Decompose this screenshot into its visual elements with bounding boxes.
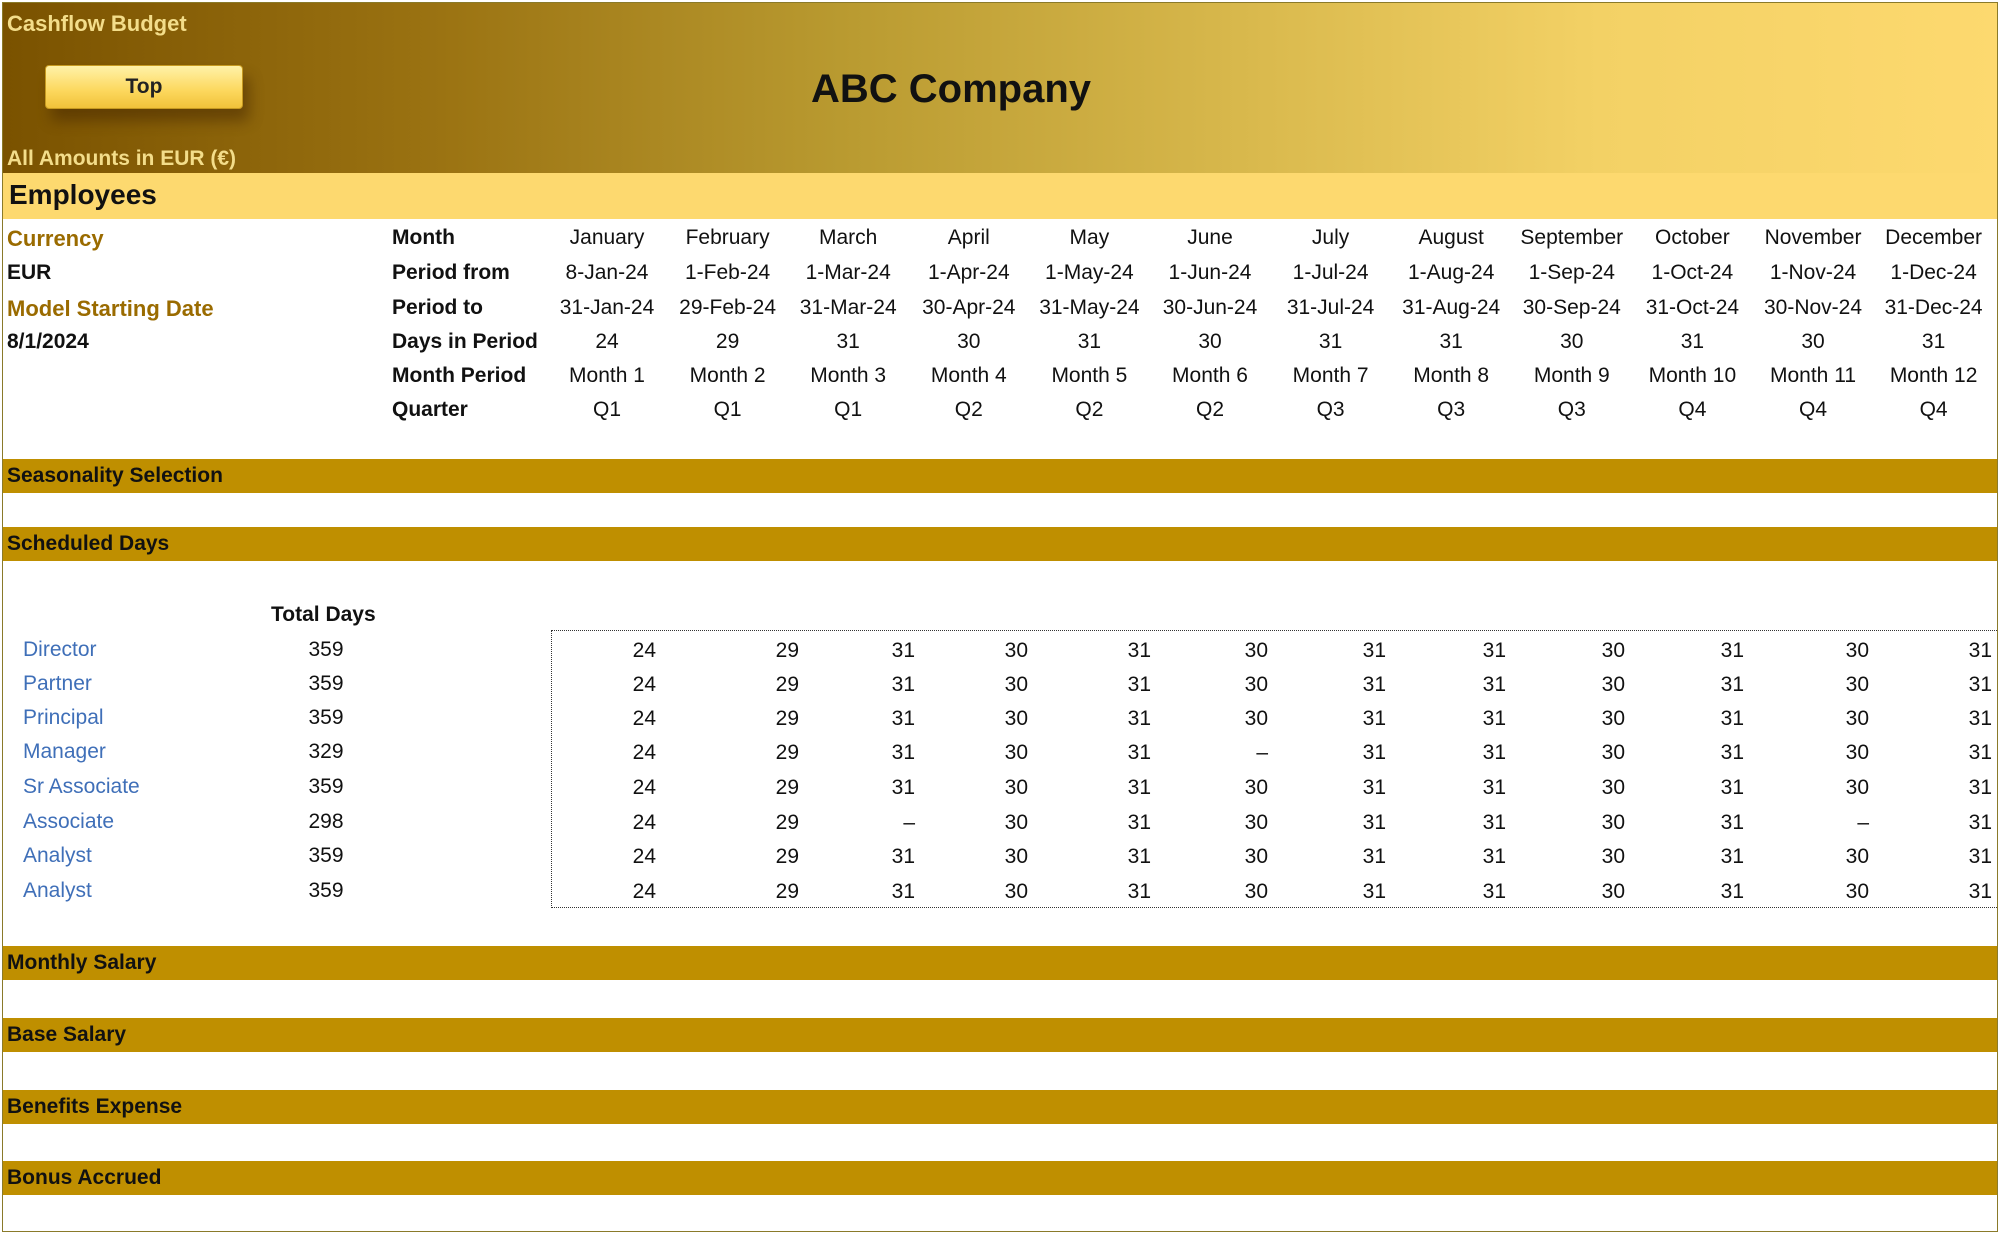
scheduled-day-cell[interactable]: 24 [632,673,656,696]
period-to-cell: 31-Aug-24 [1402,296,1501,319]
scheduled-day-cell[interactable]: 31 [1968,741,1992,764]
section-band-base-salary [3,1018,1997,1052]
scheduled-day-cell[interactable]: 31 [1720,880,1744,903]
scheduled-day-cell[interactable]: 30 [1004,639,1028,662]
scheduled-day-cell[interactable]: 24 [632,639,656,662]
scheduled-day-cell[interactable]: 30 [1004,707,1028,730]
scheduled-day-cell[interactable]: 30 [1244,673,1268,696]
days-in-period-cell: 30 [1560,330,1584,353]
scheduled-day-cell[interactable]: 29 [775,880,799,903]
scheduled-day-cell[interactable]: 30 [1845,776,1869,799]
scheduled-day-cell[interactable]: 31 [1362,707,1386,730]
spreadsheet [2,2,1998,1232]
period-from-cell: 1-Dec-24 [1890,261,1977,284]
scheduled-day-cell[interactable]: 29 [775,811,799,834]
days-in-period-cell: 31 [836,330,860,353]
section-title: Employees [9,179,157,210]
scheduled-day-cell[interactable]: 29 [775,673,799,696]
row-label-period-to: Period to [392,296,484,319]
scheduled-day-cell[interactable]: 30 [1601,845,1625,868]
scheduled-day-cell[interactable]: 31 [891,776,915,799]
scheduled-day-cell[interactable]: 29 [775,776,799,799]
scheduled-day-cell[interactable]: 30 [1004,880,1028,903]
month-header: January [569,226,645,249]
period-to-cell: 30-Apr-24 [922,296,1016,319]
scheduled-day-cell[interactable]: 30 [1601,707,1625,730]
employee-name[interactable]: Partner [23,672,92,695]
period-from-cell: 1-Sep-24 [1528,261,1615,284]
scheduled-day-cell[interactable]: 30 [1845,741,1869,764]
period-to-cell: 30-Jun-24 [1162,296,1258,319]
period-from-cell: 1-Feb-24 [684,261,771,284]
scheduled-day-cell[interactable]: 31 [1482,639,1506,662]
row-label-period-from: Period from [392,261,510,284]
section-band-seasonality [3,459,1997,493]
scheduled-day-cell[interactable]: 31 [1720,845,1744,868]
scheduled-day-cell[interactable]: 30 [1601,639,1625,662]
employee-total-days: 359 [308,879,344,902]
scheduled-day-cell[interactable]: 30 [1244,776,1268,799]
days-in-period-cell: 30 [957,330,981,353]
section-label: Monthly Salary [7,951,157,974]
scheduled-day-cell[interactable]: 31 [1720,776,1744,799]
scheduled-day-cell[interactable]: 30 [1004,811,1028,834]
days-in-period-cell: 31 [1680,330,1705,353]
period-to-cell: 31-Jan-24 [559,296,655,319]
scheduled-day-cell[interactable]: 31 [1482,811,1506,834]
month-period-cell: Month 7 [1292,364,1369,387]
quarter-cell: Q2 [1075,398,1104,421]
scheduled-day-cell[interactable]: 31 [1720,811,1744,834]
period-to-cell: 31-May-24 [1039,296,1140,319]
month-period-cell: Month 4 [930,364,1007,387]
scheduled-day-cell[interactable]: 30 [1601,741,1625,764]
scheduled-day-cell[interactable]: 31 [1362,845,1386,868]
scheduled-day-cell[interactable]: 30 [1004,741,1028,764]
quarter-cell: Q2 [954,398,983,421]
month-header: September [1520,226,1624,249]
scheduled-day-cell[interactable]: 30 [1244,639,1268,662]
quarter-cell: Q1 [713,398,742,421]
scheduled-day-cell[interactable]: 31 [1482,880,1506,903]
period-to-cell: 30-Nov-24 [1763,296,1863,319]
month-period-cell: Month 2 [689,364,766,387]
days-in-period-cell: 31 [1439,330,1463,353]
month-header: December [1885,226,1983,249]
section-label: Bonus Accrued [7,1166,162,1189]
month-header: March [819,226,878,249]
scheduled-day-cell[interactable]: 30 [1845,880,1869,903]
scheduled-day-cell[interactable]: 31 [1968,880,1992,903]
quarter-cell: Q4 [1678,398,1707,421]
month-period-cell: Month 10 [1648,364,1737,387]
month-period-cell: Month 9 [1533,364,1610,387]
row-label-quarter: Quarter [392,398,468,421]
period-from-cell: 1-Jul-24 [1292,261,1369,284]
period-to-cell: 31-Oct-24 [1645,296,1740,319]
currency-label: Currency [7,226,104,251]
header-banner [3,3,1997,173]
month-period-cell: Month 11 [1770,364,1856,387]
scheduled-day-cell[interactable]: 24 [632,880,656,903]
scheduled-day-cell[interactable]: 31 [1968,811,1992,834]
month-period-cell: Month 1 [569,364,645,387]
scheduled-day-cell[interactable]: 31 [1482,707,1506,730]
scheduled-day-cell[interactable]: 31 [1968,776,1992,799]
employee-total-days: 359 [308,775,344,798]
model-start-value[interactable]: 8/1/2024 [7,330,89,353]
scheduled-day-cell[interactable]: 24 [632,811,656,834]
scheduled-day-cell[interactable]: 30 [1244,811,1268,834]
section-label: Base Salary [7,1023,127,1046]
quarter-cell: Q1 [834,398,863,421]
scheduled-day-cell[interactable]: 31 [1127,880,1151,903]
quarter-cell: Q3 [1557,398,1586,421]
quarter-cell: Q1 [592,398,621,421]
scheduled-day-cell[interactable]: 31 [1127,673,1151,696]
scheduled-day-cell[interactable]: 31 [1968,639,1992,662]
days-in-period-cell: 31 [1077,330,1102,353]
month-period-cell: Month 5 [1051,364,1128,387]
scheduled-days-grid [551,630,1998,908]
month-header: August [1418,226,1484,249]
scheduled-day-cell[interactable]: 31 [1968,673,1992,696]
model-start-label: Model Starting Date [7,296,214,321]
employee-total-days: 359 [308,844,344,867]
employee-name[interactable]: Analyst [23,879,92,902]
scheduled-day-cell[interactable]: 31 [1968,707,1992,730]
app-title: Cashflow Budget [7,11,187,36]
scheduled-day-cell[interactable]: 31 [1482,845,1506,868]
month-header: June [1187,226,1233,249]
scheduled-day-cell[interactable]: 31 [1127,707,1151,730]
scheduled-day-cell[interactable]: – [1256,741,1268,764]
scheduled-day-cell[interactable]: 30 [1601,880,1625,903]
employee-total-days: 359 [308,638,344,661]
scheduled-day-cell[interactable]: 31 [891,741,915,764]
scheduled-day-cell[interactable]: 31 [1720,741,1744,764]
period-to-cell: 30-Sep-24 [1522,296,1621,319]
scheduled-day-cell[interactable]: 31 [1127,741,1151,764]
scheduled-day-cell[interactable]: 30 [1004,673,1028,696]
period-to-cell: 31-Jul-24 [1286,296,1375,319]
scheduled-day-cell[interactable]: 31 [1720,673,1744,696]
month-header: July [1311,226,1350,249]
period-from-cell: 1-Oct-24 [1651,261,1734,284]
section-header-employees [3,173,1997,219]
section-label: Benefits Expense [7,1095,183,1118]
employee-name[interactable]: Associate [23,810,115,833]
scheduled-day-cell[interactable]: 31 [1127,811,1151,834]
scheduled-day-cell[interactable]: 29 [775,845,799,868]
quarter-cell: Q4 [1798,398,1827,421]
scheduled-day-cell[interactable]: 31 [1968,845,1992,868]
scheduled-day-cell[interactable]: 30 [1601,811,1625,834]
top-button[interactable]: Top [45,65,243,109]
days-in-period-cell: 30 [1198,330,1222,353]
scheduled-day-cell[interactable]: 31 [1127,639,1151,662]
row-label-month-period: Month Period [392,364,527,387]
scheduled-day-cell[interactable]: 31 [891,880,915,903]
scheduled-day-cell[interactable]: 30 [1004,776,1028,799]
scheduled-day-cell[interactable]: – [903,811,915,834]
total-days-header: Total Days [271,603,376,626]
scheduled-day-cell[interactable]: 30 [1244,845,1268,868]
scheduled-day-cell[interactable]: 29 [775,741,799,764]
days-in-period-cell: 29 [715,330,740,353]
period-to-cell: 31-Mar-24 [799,296,897,319]
scheduled-day-cell[interactable]: 31 [1362,741,1386,764]
employee-total-days: 359 [308,706,344,729]
scheduled-day-cell[interactable]: 31 [891,845,915,868]
section-band-bonus-accrued [3,1161,1997,1195]
period-from-cell: 8-Jan-24 [565,261,649,284]
scheduled-day-cell[interactable]: – [1857,811,1869,834]
scheduled-day-cell[interactable]: 30 [1244,707,1268,730]
employee-name[interactable]: Analyst [23,844,92,867]
employee-name[interactable]: Sr Associate [23,775,140,798]
section-band-scheduled-days [3,527,1997,561]
scheduled-day-cell[interactable]: 31 [1362,639,1386,662]
scheduled-day-cell[interactable]: 30 [1845,639,1869,662]
scheduled-day-cell[interactable]: 30 [1601,673,1625,696]
scheduled-day-cell[interactable]: 31 [1482,776,1506,799]
scheduled-day-cell[interactable]: 30 [1601,776,1625,799]
company-name: ABC Company [810,67,1092,111]
month-header: November [1764,226,1862,249]
scheduled-day-cell[interactable]: 31 [1482,741,1506,764]
scheduled-day-cell[interactable]: 24 [632,776,656,799]
quarter-cell: Q4 [1919,398,1948,421]
period-from-cell: 1-Aug-24 [1407,261,1495,284]
scheduled-day-cell[interactable]: 31 [891,673,915,696]
scheduled-day-cell[interactable]: 30 [1845,707,1869,730]
row-label-month: Month [392,226,455,249]
scheduled-day-cell[interactable]: 29 [775,639,799,662]
employee-name[interactable]: Principal [23,706,104,729]
month-header: February [685,226,770,249]
quarter-cell: Q2 [1195,398,1224,421]
employee-total-days: 359 [308,672,344,695]
scheduled-day-cell[interactable]: 31 [891,707,915,730]
period-from-cell: 1-Nov-24 [1769,261,1857,284]
employee-name[interactable]: Manager [23,740,106,763]
scheduled-day-cell[interactable]: 30 [1004,845,1028,868]
days-in-period-cell: 24 [595,330,619,353]
month-period-cell: Month 6 [1172,364,1248,387]
scheduled-day-cell[interactable]: 31 [1720,639,1744,662]
scheduled-day-cell[interactable]: 29 [775,707,799,730]
scheduled-day-cell[interactable]: 31 [1127,845,1151,868]
scheduled-day-cell[interactable]: 31 [1720,707,1744,730]
section-label: Seasonality Selection [7,464,223,487]
scheduled-day-cell[interactable]: 24 [632,845,656,868]
period-from-cell: 1-Mar-24 [805,261,891,284]
quarter-cell: Q3 [1437,398,1466,421]
scheduled-day-cell[interactable]: 30 [1845,673,1869,696]
period-from-cell: 1-May-24 [1045,261,1134,284]
scheduled-day-cell[interactable]: 31 [1362,880,1386,903]
month-period-cell: Month 12 [1889,364,1978,387]
days-in-period-cell: 31 [1318,330,1343,353]
period-to-cell: 29-Feb-24 [679,296,777,319]
scheduled-day-cell[interactable]: 30 [1845,845,1869,868]
employee-total-days: 298 [308,810,344,833]
section-band-monthly-salary [3,946,1997,980]
days-in-period-cell: 30 [1801,330,1825,353]
employee-name[interactable]: Director [23,638,97,661]
scheduled-day-cell[interactable]: 30 [1244,880,1268,903]
scheduled-day-cell[interactable]: 31 [1362,776,1386,799]
currency-value[interactable]: EUR [7,261,52,284]
scheduled-day-cell[interactable]: 31 [1362,673,1386,696]
days-in-period-cell: 31 [1921,330,1946,353]
scheduled-day-cell[interactable]: 24 [632,707,656,730]
period-from-cell: 1-Apr-24 [927,261,1010,284]
scheduled-day-cell[interactable]: 31 [1362,811,1386,834]
scheduled-day-cell[interactable]: 31 [1482,673,1506,696]
month-header: April [947,226,990,249]
scheduled-day-cell[interactable]: 31 [1127,776,1151,799]
period-from-cell: 1-Jun-24 [1168,261,1252,284]
scheduled-day-cell[interactable]: 31 [891,639,915,662]
period-to-cell: 31-Dec-24 [1884,296,1983,319]
month-period-cell: Month 8 [1413,364,1490,387]
section-band-benefits-expense [3,1090,1997,1124]
section-label: Scheduled Days [7,532,170,555]
quarter-cell: Q3 [1316,398,1345,421]
month-header: May [1069,226,1110,249]
month-header: October [1655,226,1730,249]
employee-total-days: 329 [308,740,344,763]
month-period-cell: Month 3 [810,364,887,387]
row-label-days-in-period: Days in Period [392,330,538,353]
scheduled-day-cell[interactable]: 24 [632,741,656,764]
currency-note: All Amounts in EUR (€) [7,147,237,170]
